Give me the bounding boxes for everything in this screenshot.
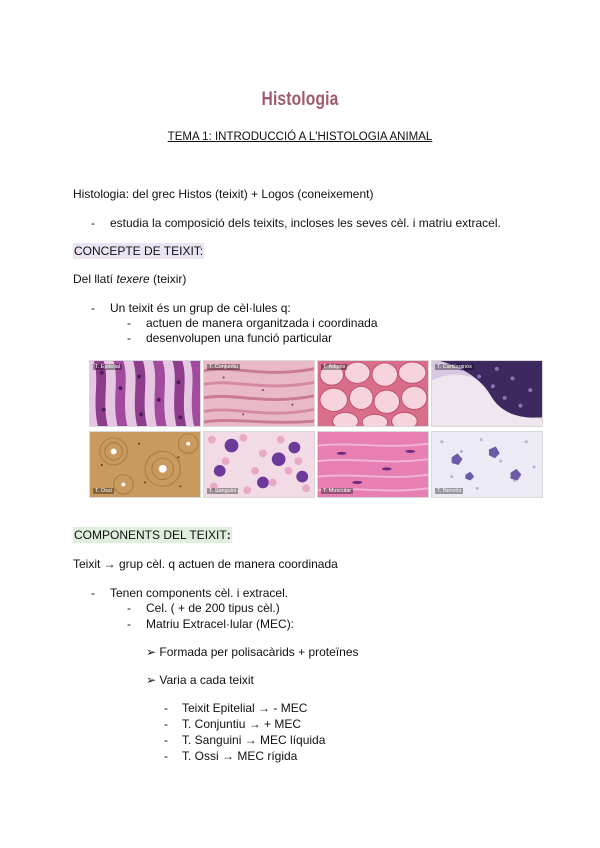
bullet-dash: - xyxy=(164,701,168,715)
section-heading-components xyxy=(73,528,232,542)
tissue-adipose-image xyxy=(317,360,429,427)
origin-word: texere xyxy=(116,272,150,286)
tissue-image-grid xyxy=(89,360,545,500)
intro-bullet: estudia la composició dels teixits, incloses les seves cèl. i matriu extracel. xyxy=(110,216,501,230)
topic-subtitle: TEMA 1: INTRODUCCIÓ A L'HISTOLOGIA ANIMAL xyxy=(167,131,433,143)
bullet-dash: - xyxy=(164,717,168,731)
tissue-label: T. Cartilaginós xyxy=(437,364,472,370)
mec-list-item: T. Conjuntiu → + MEC xyxy=(182,717,302,731)
section-heading-components-text xyxy=(73,527,232,543)
bullet-dash: - xyxy=(91,216,95,230)
bullet-dash: - xyxy=(127,617,131,631)
bullet-dash: - xyxy=(91,301,95,315)
tissue-muscle-image xyxy=(317,431,429,498)
origin-line xyxy=(73,272,186,286)
origin-prefix: Del llatí xyxy=(73,272,117,286)
components-bullet: Tenen components cèl. i extracel. xyxy=(110,586,289,600)
tissue-label: T. Adipós xyxy=(323,364,346,370)
bullet-dash: - xyxy=(127,331,131,345)
mec-arrow-item: ➢ Formada per polisacàrids + proteïnes xyxy=(146,645,359,659)
concept-sub1: actuen de manera organitzada i coordinada xyxy=(146,316,378,330)
bullet-dash: - xyxy=(164,749,168,763)
section-heading-components-colon: : xyxy=(226,528,231,542)
mec-list-item: T. Ossi → MEC rígida xyxy=(182,749,298,763)
tissue-cartilage-image xyxy=(431,360,543,427)
concept-sub2: desenvolupen una funció particular xyxy=(146,331,333,345)
tissue-label: T. Ossi xyxy=(95,488,112,494)
tissue-blood-image xyxy=(203,431,315,498)
tissue-label: T. Nerviós xyxy=(437,488,462,494)
origin-suffix: (teixir) xyxy=(149,272,187,286)
components-line: Teixit → grup cèl. q actuen de manera coordinada xyxy=(73,557,338,571)
tissue-label: T. Conjuntiu xyxy=(209,364,239,370)
mec-list-item: Teixit Epitelial → - MEC xyxy=(182,701,308,715)
bullet-dash: - xyxy=(127,601,131,615)
tissue-epithelial-image xyxy=(89,360,201,427)
bullet-dash: - xyxy=(91,586,95,600)
tissue-label: T. Epitelial xyxy=(95,364,121,370)
tissue-nervous-image xyxy=(431,431,543,498)
section-heading-components-label: COMPONENTS DEL TEIXIT xyxy=(74,528,227,542)
concept-bullet: Un teixit és un grup de cèl·lules q: xyxy=(110,301,291,315)
intro-line: Histologia: del grec Histos (teixit) + Logos (coneixement) xyxy=(73,187,374,201)
bullet-dash: - xyxy=(164,733,168,747)
components-sub1: Cel. ( + de 200 tipus cèl.) xyxy=(146,601,280,615)
section-heading-concept-text: CONCEPTE DE TEIXIT: xyxy=(74,244,204,258)
tissue-bone-image xyxy=(89,431,201,498)
tissue-connective-image xyxy=(203,360,315,427)
components-sub2: Matriu Extracel·lular (MEC): xyxy=(146,617,295,631)
tissue-label: T. Sanguini xyxy=(209,488,237,494)
mec-list-item: T. Sanguini → MEC líquida xyxy=(182,733,326,747)
mec-arrow-item: ➢ Varia a cada teixit xyxy=(146,673,254,687)
bullet-dash: - xyxy=(127,316,131,330)
page-title: Histologia xyxy=(261,89,339,110)
tissue-label: T. Muscular xyxy=(323,488,352,494)
section-heading-concept xyxy=(73,244,204,258)
